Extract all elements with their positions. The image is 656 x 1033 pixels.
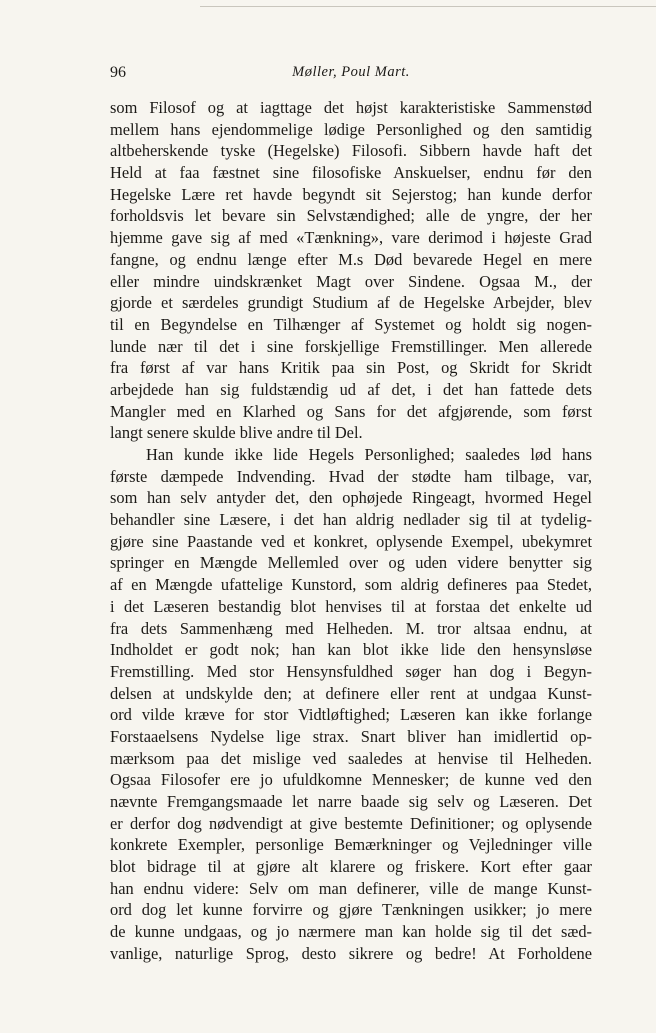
text-line: behandler sine Læsere, i det han aldrig nedlader sig til at tydelig-	[110, 510, 592, 530]
text-line: første dæmpede Indvending. Hvad der stødte ham tilbage, var,	[110, 466, 592, 486]
text-line: eller mindre uindskrænket Magt over Sindene. Ogsaa M., der	[110, 271, 592, 291]
page-number: 96	[110, 64, 126, 81]
text-line: nævnte Fremgangsmaade let narre baade sig selv og Læseren. Det	[110, 792, 592, 811]
text-line: lunde nær til det i sine forskjellige Fremstillinger. Men allerede	[110, 336, 592, 356]
text-line: blot bidrage til at gjøre alt klarere og friskere. Kort efter gaar	[110, 857, 592, 877]
text-line: ord vilde kræve for stor Vidtløftighed; Læseren kan ikke forlange	[110, 705, 592, 725]
text-line: altbeherskende tyske (Hegelske) Filosofi. Sibbern havde haft det	[110, 141, 592, 161]
page-header	[110, 64, 592, 86]
text-line: Fremstilling. Med stor Hensynsfuldhed søger han dog i Begyn-	[110, 661, 592, 681]
text-line: mellem hans ejendommelige lødige Personlighed og den samtidig	[110, 119, 592, 139]
text-line: konkrete Exempler, personlige Bemærkninger og Vejledninger ville	[110, 835, 592, 855]
running-head: Møller, Poul Mart.	[292, 64, 410, 80]
text-line: som Filosof og at iagttage det højst karakteristiske Sammenstød	[110, 98, 592, 117]
paragraph-end-line: langt senere skulde blive andre til Del.	[110, 423, 363, 443]
text-line: ord dog let kunne forvirre og gjøre Tænkningen usikker; jo mere	[110, 900, 592, 920]
text-line: gjøre sine Paastande ved et konkret, oplysende Exempel, ubekymret	[110, 531, 592, 551]
text-line: fangne, og endnu længe efter M.s Død bevarede Hegel en mere	[110, 249, 592, 269]
text-line: mærksom paa det mislige ved saaledes at henvise til Helheden.	[110, 748, 592, 768]
text-line: Mangler med en Klarhed og Sans for det afgjørende, som først	[110, 401, 592, 421]
text-line: springer en Mængde Mellemled over og uden videre benytter sig	[110, 553, 592, 573]
text-line: hjemme gave sig af med «Tænkning», vare derimod i højeste Grad	[110, 228, 592, 248]
text-line: de kunne undgaas, og jo nærmere man kan holde sig til det sæd-	[110, 922, 592, 942]
text-line: af en Mængde ufattelige Kunstord, som aldrig defineres paa Stedet,	[110, 575, 592, 595]
text-line: vanlige, naturlige Sprog, desto sikrere og bedre! At Forholdene	[110, 943, 592, 963]
text-line: gjorde et særdeles grundigt Studium af de Hegelske Arbejder, blev	[110, 293, 592, 313]
text-line: arbejdede han sig fuldstændig ud af det, i det han fattede dets	[110, 379, 592, 399]
text-line: som han selv antyder det, den ophøjede Ringeagt, hvormed Hegel	[110, 488, 592, 508]
text-line: han endnu videre: Selv om man definerer, ville de mange Kunst-	[110, 878, 592, 898]
text-line: fra dets Sammenhæng med Helheden. M. tror altsaa endnu, at	[110, 618, 592, 638]
body-text	[110, 97, 592, 965]
text-line: forholdsvis let bevare sin Selvstændighed; alle de yngre, der her	[110, 206, 592, 226]
text-line: Indholdet er godt nok; han kan blot ikke lide den hensynsløse	[110, 640, 592, 660]
paragraph-start-line: Han kunde ikke lide Hegels Personlighed; saaledes lød hans	[146, 445, 592, 464]
text-line: Hegelske Lære ret havde begyndt sit Sejerstog; han kunde derfor	[110, 184, 592, 204]
text-line: Ogsaa Filosofer ere jo ufuldkomne Mennesker; de kunne ved den	[110, 770, 592, 790]
text-line: Held at faa fæstnet sine filosofiske Anskuelser, endnu før den	[110, 163, 592, 183]
text-line: fra først af var hans Kritik paa sin Post, og Skridt for Skridt	[110, 358, 592, 378]
text-line: til en Begyndelse en Tilhænger af Systemet og holdt sig nogen-	[110, 314, 592, 334]
text-line: er derfor dog nødvendigt at give bestemte Definitioner; og oplysende	[110, 813, 592, 833]
text-line: delsen at undskylde den; at definere eller rent at undgaa Kunst-	[110, 683, 592, 703]
top-rule	[200, 6, 656, 7]
text-line: i det Læseren bestandig blot henvises til at forstaa det enkelte ud	[110, 596, 592, 616]
text-line: Forstaaelsens Nydelse lige strax. Snart bliver han imidlertid op-	[110, 726, 592, 746]
